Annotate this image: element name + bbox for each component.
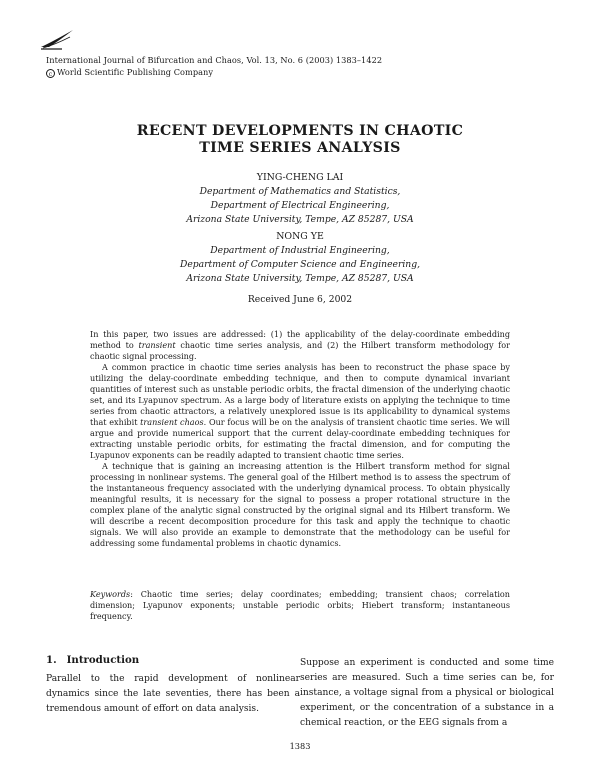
publisher-name: World Scientific Publishing Company [57, 67, 214, 77]
publisher-line [46, 66, 382, 78]
author-2-name: NONG YE [276, 231, 324, 242]
section-number: 1. [46, 654, 57, 666]
author-1-affiliation [0, 185, 600, 227]
author-1-name: YING-CHENG LAI [256, 172, 344, 183]
abstract-paragraph-1: In this paper, two issues are addressed: (1) the applicability of the delay-coordinate embedding method to transient chaotic time series analysis, and (2) the Hilbert transform methodology for chaotic signal processing. [90, 329, 510, 361]
author-2-affiliation [0, 244, 600, 286]
journal-citation: International Journal of Bifurcation and Chaos, Vol. 13, No. 6 (2003) 1383–1422 [46, 55, 383, 65]
affiliation-line: Department of Computer Science and Engineering, [179, 259, 420, 270]
affiliation-line: Arizona State University, Tempe, AZ 85287, USA [186, 273, 414, 284]
body-right-column: Suppose an experiment is conducted and some time series are measured. Such a time series can be, for instance, a voltage signal from a physical or biological experiment, or the concentration of a substance in a chemical reaction, or the EEG signals from a [300, 658, 554, 728]
abstract-paragraph-3: A technique that is gaining an increasing attention is the Hilbert transform method for signal processing in nonlinear systems. The general goal of the Hilbert method is to assess the spectrum of the instantaneous frequency associated with the underlying dynamical process. To obtain physically meaningful results, it is necessary for the signal to possess a proper rotational structure in the complex plane of the analytic signal constructed by the original signal and its Hilbert transform. We will describe a recent decomposition procedure for this task and apply the technique to chaotic signals. We will also provide an example to demonstrate that the methodology can be useful for addressing some fundamental problems in chaotic dynamics. [90, 461, 510, 548]
affiliation-line: Department of Industrial Engineering, [210, 245, 390, 256]
title-line-1: RECENT DEVELOPMENTS IN CHAOTIC [136, 123, 464, 139]
page-number: 1383 [289, 741, 311, 751]
journal-header [46, 54, 382, 78]
section-heading [46, 654, 149, 666]
keywords-label: Keywords [90, 589, 131, 599]
affiliation-line: Department of Mathematics and Statistics, [199, 186, 401, 197]
received-date: Received June 6, 2002 [247, 294, 353, 305]
abstract [90, 329, 510, 549]
keywords [90, 589, 510, 622]
affiliation-line: Arizona State University, Tempe, AZ 85287, USA [186, 214, 414, 225]
paper-title [0, 123, 600, 157]
world-scientific-logo-icon [40, 28, 74, 50]
keywords-text: : Chaotic time series; delay coordinates; embedding; transient chaos; correlation dimension; Lyapunov exponents; unstable periodic orbits; Hiebert transform; instantaneous frequency. [90, 589, 510, 621]
body-left-column: Parallel to the rapid development of nonlinear dynamics since the late seventies, there has been a tremendous amount of effort on data analysis. [46, 674, 300, 714]
abstract-paragraph-2: A common practice in chaotic time series analysis has been to reconstruct the phase space by utilizing the delay-coordinate embedding technique, and then to compute dynamical invariant quantities of interest such as unstable periodic orbits, the fractal dimension of the underlying chaotic set, and its Lyapunov spectrum. As a large body of literature exists on applying the technique to time series from chaotic attractors, a relatively unexplored issue is its applicability to dynamical systems that exhibit transient chaos. Our focus will be on the analysis of transient chaotic time series. We will argue and provide numerical support that the current delay-coordinate embedding techniques for extracting unstable periodic orbits, for estimating the fractal dimension, and for computing the Lyapunov exponents can be readily adapted to transient chaotic time series. [90, 362, 510, 460]
title-line-2: TIME SERIES ANALYSIS [199, 140, 401, 156]
section-title: Introduction [66, 654, 140, 666]
affiliation-line: Department of Electrical Engineering, [210, 200, 390, 211]
copyright-icon: c [46, 69, 55, 78]
